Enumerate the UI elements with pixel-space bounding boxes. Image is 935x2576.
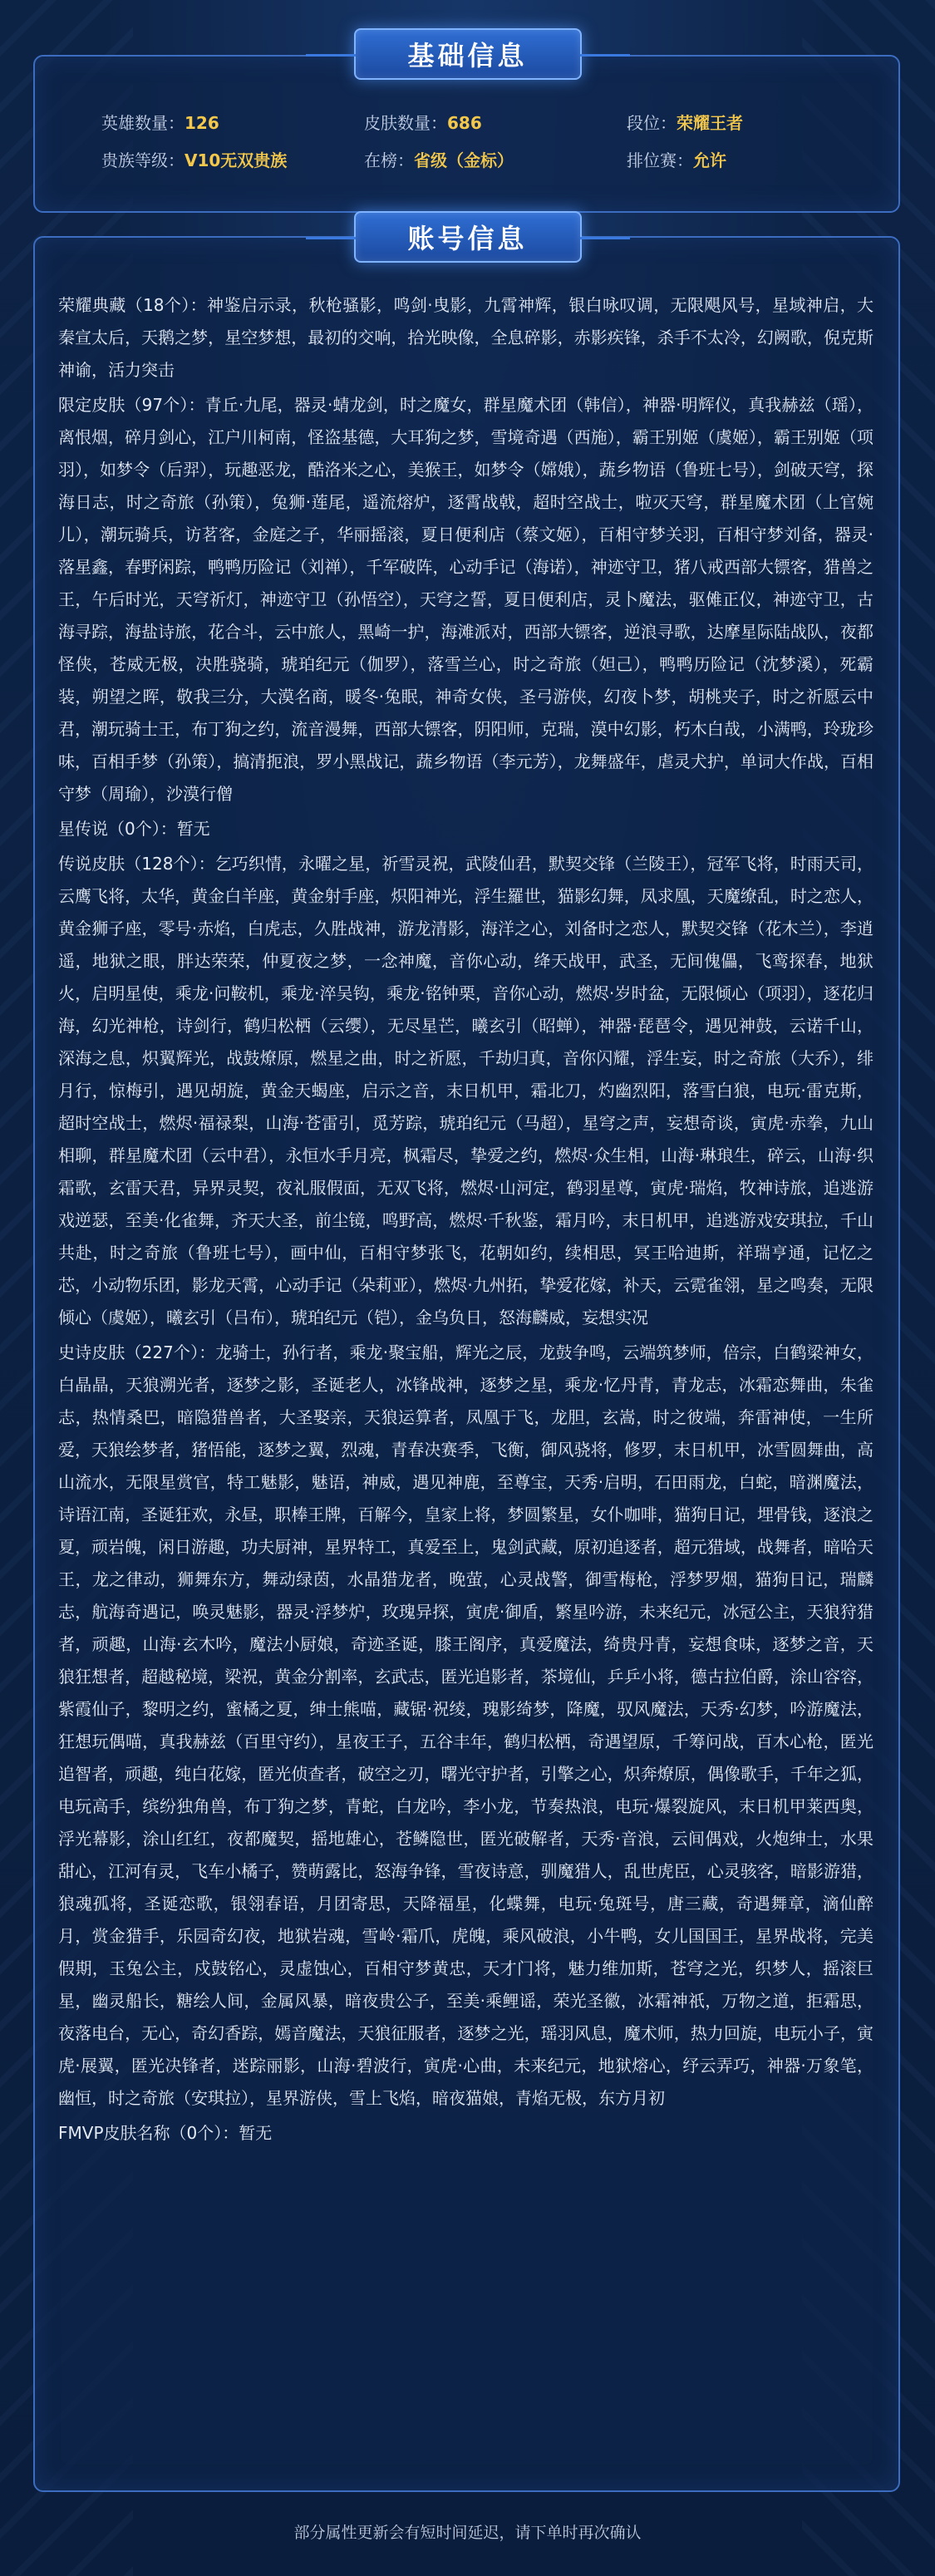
hero-count-label: 英雄数量： xyxy=(101,113,185,133)
ranked-match-label: 排位赛： xyxy=(627,150,693,170)
section-glory-collection: 荣耀典藏（18个）：神鉴启示录，秋枪骚影，鸣剑·曳影，九霄神辉，银白咏叹调，无限飓风号，星域神启，大秦宣太后，天鹅之梦，星空梦想，最初的交响，拾光映像，全息碎影，赤影疾锋，杀手不太冷，幻阙歌，倪克斯神谕，活力突击 xyxy=(58,295,873,380)
hero-count-value: 126 xyxy=(185,113,219,133)
skin-count xyxy=(364,110,627,134)
rank-label: 段位： xyxy=(627,113,677,133)
section-limited-skins: 限定皮肤（97个）：青丘·九尾，器灵·蜻龙剑，时之魔女，群星魔术团（韩信），神器·明辉仪，真我赫兹（瑶），离恨烟，碎月剑心，江户川柯南，怪盗基德，大耳狗之梦，雪境奇遇（西施），霸王别姬（虞姬），霸王别姬（项羽），如梦令（后羿），玩趣恶龙，酷洛米之心，美猴王，如梦令（嫦娥），蔬乡物语（鲁班七号），剑破天穹，探海日志，时之奇旅（孙策），兔狮·莲尾，遥流熔炉，逐霄战戟，超时空战士，啦灭天穹，群星魔术团（上官婉儿），潮玩骑兵，访茗客，金庭之子，华丽摇滚，夏日便利店（蔡文姬），百相守梦关羽，百相守梦刘备，器灵·落星鑫，春野闲踪，鸭鸭历险记（刘禅），千军破阵，心动手记（海诺），神迹守卫，猪八戒西部大镖客，猎兽之王，午后时光，天穹祈灯，神迹守卫（孙悟空），天穹之誓，夏日便利店，灵卜魔法，驱傩正仪，神迹守卫，古海寻踪，海盐诗旅，花合斗，云中旅人，黑崎一护，海滩派对，西部大镖客，逆浪寻歌，达摩星际陆战队，夜都怪侠，苍威无极，决胜骁骑，琥珀纪元（伽罗），落雪兰心，时之奇旅（妲己），鸭鸭历险记（沈梦溪），死霸装，朔望之晖，敬我三分，大漠名商，暖冬·兔眠，神奇女侠，圣弓游侠，幻夜卜梦，胡桃夹子，时之祈愿云中君，潮玩骑士王，布丁狗之约，流音漫舞，西部大镖客，阴阳师，克瑞，漠中幻影，朽木白哉，小满鸭，玲珑珍味，百相手梦（孙策），搞清扼浪，罗小黑战记，蔬乡物语（李元芳），龙舞盛年，虐灵犬护，单词大作战，百相守梦（周瑜），沙漠行僧 xyxy=(58,395,873,804)
section-star-legend: 星传说（0个）：暂无 xyxy=(58,819,210,839)
footer-notice: 部分属性更新会有短时间延迟，请下单时再次确认 xyxy=(293,2524,642,2542)
on-board xyxy=(364,147,627,171)
section-epic-skins: 史诗皮肤（227个）：龙骑士，孙行者，乘龙·聚宝船，辉光之辰，龙鼓争鸣，云端筑梦师，倍宗，白鹤梁神女，白晶晶，天狼溯光者，逐梦之影，圣诞老人，冰锋战神，逐梦之星，乘龙·忆丹青，青龙志，冰霜恋舞曲，朱雀志，热情桑巴，暗隐猎兽者，大圣娶亲，天狼运算者，凤凰于飞，龙胆，玄嵩，时之彼端，奔雷神使，一生所爱，天狼绘梦者，猪悟能，逐梦之翼，烈魂，青春决赛季，飞衡，御风骁将，修罗，末日机甲，冰雪圆舞曲，高山流水，无限星赏官，特工魅影，魅语，神威，遇见神鹿，至尊宝，天秀·启明，石田雨龙，白蛇，暗渊魔法，诗语江南，圣诞狂欢，永昼，职棒王牌，百解今，皇家上将，梦圆繁星，女仆咖啡，猫狗日记，埋骨钱，逐浪之夏，顽岩魄，闲日游趣，功夫厨神，星界特工，真爱至上，鬼剑武藏，原初追逐者，超元猎域，战舞者，暗哈天王，龙之律动，狮舞东方，舞动绿茵，水晶猎龙者，晚萤，心灵战警，御雪梅枪，浮梦罗烟，猫狗日记，瑞麟志，航海奇遇记，唤灵魅影，器灵·浮梦炉，玫瑰异探，寅虎·御盾，繁星吟游，未来纪元，冰冠公主，天狼狩猎者，顽趣，山海·玄木吟，魔法小厨娘，奇迹圣诞，膝王阁序，真爱魔法，绮贵丹青，妄想食味，逐梦之音，天狼狂想者，超越秘境，梁祝，黄金分割率，玄武志，匿光追影者，茶境仙，乒乒小将，德古拉伯爵，涂山容容，紫霞仙子，黎明之约，蜜橘之夏，绅士熊喵，藏锯·祝绫，瑰影绮梦，降魔，驭风魔法，天秀·幻梦，吟游魔法，狂想玩偶喵，真我赫兹（百里守约），星夜王子，五谷丰年，鹤归松栖，奇遇望原，千筹问战，百木心枪，匿光追智者，顽趣，纯白花嫁，匿光侦查者，破空之刃，曙光守护者，引擎之心，炽奔燎原，偶像歌手，千年之狐，电玩高手，缤纷独角兽，布丁狗之梦，青蛇，白龙吟，李小龙，节奏热浪，电玩·爆裂旋风，末日机甲莱西奥，浮光幕影，涂山红红，夜都魔契，摇地雄心，苍鳞隐世，匿光破解者，天秀·音浪，云间偶戏，火炮绅士，水果甜心，江河有灵，飞车小橘子，赞萌露比，怒海争锋，雪夜诗意，驯魔猎人，乱世虎臣，心灵骇客，暗影游猎，狼魂孤将，圣诞恋歌，银翎春语，月团寄思，天降福星，化蝶舞，电玩·兔斑号，唐三藏，奇遇舞章，滴仙醉月，赏金猎手，乐园奇幻夜，地狱岩魂，雪岭·霜爪，虎魄，乘风破浪，小牛鸭，女儿国国王，星界战将，完美假期，玉兔公主，戍鼓铭心，灵虚蚀心，百相守梦黄忠，天才门将，魅力维加斯，苍穹之光，织梦人，摇滚巨星，幽灵船长，糖绘人间，金属风暴，暗夜贵公子，至美·乘鲤谣，荣光圣徽，冰霜神祇，万物之道，拒霜思，夜落电台，无心，奇幻香踪，嫣音魔法，天狼征服者，逐梦之光，瑶羽风息，魔术师，热力回旋，电玩小子，寅虎·展翼，匿光决锋者，迷踪丽影，山海·碧波行，寅虎·心曲，未来纪元，地狱熔心，纾云弄巧，神器·万象笔，幽恒，时之奇旅（安琪拉），星界游侠，雪上飞焰，暗夜猫娘，青焰无极，东方月初 xyxy=(58,1342,873,2108)
skin-count-label: 皮肤数量： xyxy=(364,113,447,133)
on-board-label: 在榜： xyxy=(364,150,414,170)
noble-level-label: 贵族等级： xyxy=(101,150,185,170)
ranked-match xyxy=(627,147,898,171)
noble-level-value: V10无双贵族 xyxy=(185,150,288,170)
skin-count-value: 686 xyxy=(447,113,482,133)
basic-info-title: 基础信息 xyxy=(354,28,582,80)
on-board-value: 省级（金标） xyxy=(414,150,514,170)
account-info-body xyxy=(35,238,898,2177)
section-fmvp-skins: FMVP皮肤名称（0个）：暂无 xyxy=(58,2123,273,2143)
account-info-panel xyxy=(33,236,900,2492)
rank-value: 荣耀王者 xyxy=(677,113,743,133)
section-legend-skins: 传说皮肤（128个）：乞巧织情，永曜之星，祈雪灵祝，武陵仙君，默契交锋（兰陵王），冠军飞将，时雨天司，云鹰飞将，太华，黄金白羊座，黄金射手座，炽阳神光，浮生羅世，猫影幻舞，凤求凰，天魔缭乱，时之恋人，黄金狮子座，零号·赤焰，白虎志，久胜战神，游龙清影，海洋之心，刘备时之恋人，默契交锋（花木兰），李逍遥，地狱之眼，胖达荣荣，仲夏夜之梦，一念神魔，音你心动，绛天战甲，武圣，无间傀儡，飞鸾探春，地狱火，启明星使，乘龙·问鞍机，乘龙·淬吴钩，乘龙·铭钟栗，音你心动，燃烬·岁时盆，无限倾心（项羽），逐花归海，幻光神枪，诗剑行，鹤归松栖（云缨），无尽星芒，曦玄引（昭蝉），神器·琵琶令，遇见神鼓，云诺千山，深海之息，炽翼辉光，战鼓燎原，燃星之曲，时之祈愿，千劫归真，音你闪耀，浮生妄，时之奇旅（大乔），绯月行，惊梅引，遇见胡旋，黄金天蝎座，启示之音，末日机甲，霜北刀，灼幽烈阳，落雪白狼，电玩·雷克斯，超时空战士，燃烬·福禄梨，山海·苍雷引，觅芳踪，琥珀纪元（马超），星穹之声，妄想奇谈，寅虎·赤拳，九山相聊，群星魔术团（云中君），永恒水手月亮，枫霜尽，挚爱之约，燃烬·众生相，山海·琳琅生，碎云，山海·织霜歌，玄雷天君，异界灵契，夜礼服假面，无双飞将，燃烬·山河定，鹤羽星尊，寅虎·瑞焰，牧神诗旅，追逃游戏逆瑟，至美·化雀舞，齐天大圣，前尘镜，鸣野高，燃烬·千秋鉴，霜月吟，末日机甲，追逃游戏安琪拉，千山共赴，时之奇旅（鲁班七号），画中仙，百相守梦张飞，花朝如约，续相思，冥王哈迪斯，祥瑞亨通，记忆之芯，小动物乐团，影龙天霄，心动手记（朵莉亚），燃烬·九州拓，挚爱花嫁，补天，云霓雀翎，星之鸣奏，无限倾心（虞姬），曦玄引（吕布），琥珀纪元（铠），金乌负日，怒海麟威，妄想实况 xyxy=(58,854,873,1327)
hero-count xyxy=(101,110,364,134)
account-info-title: 账号信息 xyxy=(354,211,582,263)
rank xyxy=(627,110,898,134)
ranked-match-value: 允许 xyxy=(693,150,726,170)
noble-level xyxy=(101,147,364,171)
